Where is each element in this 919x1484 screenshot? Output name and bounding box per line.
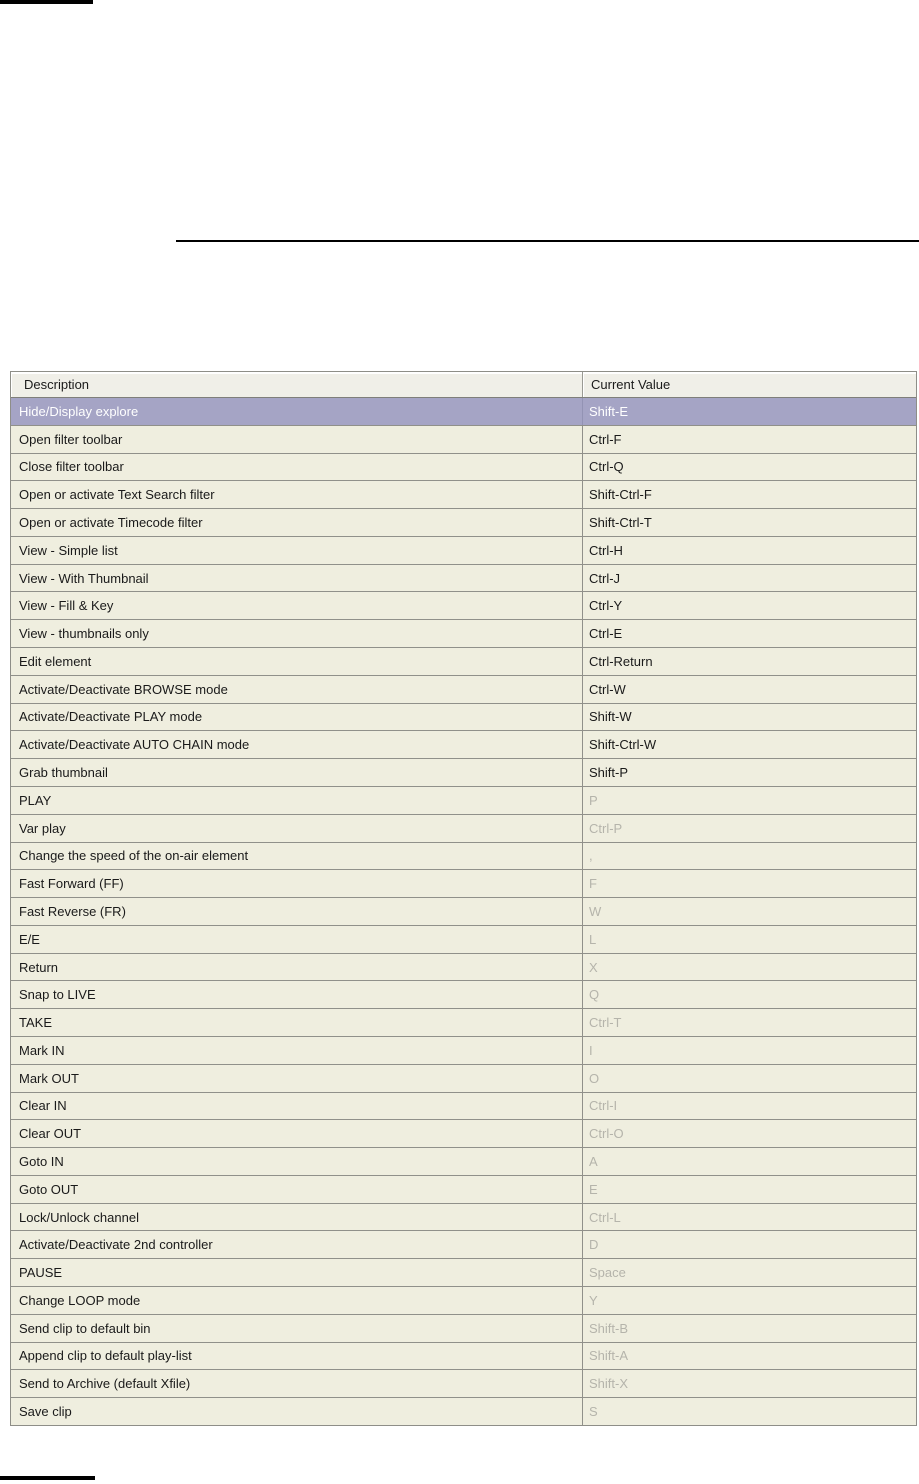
value-cell: O xyxy=(582,1065,916,1092)
value-cell: Ctrl-F xyxy=(582,426,916,453)
table-row[interactable] xyxy=(11,954,916,982)
value-cell: A xyxy=(582,1148,916,1175)
table-row[interactable] xyxy=(11,1009,916,1037)
description-cell: Fast Reverse (FR) xyxy=(19,903,126,919)
value-cell: Ctrl-Q xyxy=(582,454,916,481)
table-row[interactable] xyxy=(11,1093,916,1121)
value-cell: Shift-Ctrl-F xyxy=(582,481,916,508)
table-row[interactable] xyxy=(11,843,916,871)
description-cell: Goto IN xyxy=(19,1153,64,1169)
value-cell: D xyxy=(582,1231,916,1258)
value-cell: Shift-Ctrl-T xyxy=(582,509,916,536)
description-cell: Change the speed of the on-air element xyxy=(19,848,249,864)
description-cell: View - Simple list xyxy=(19,542,118,558)
value-cell: X xyxy=(582,954,916,981)
table-row[interactable] xyxy=(11,1176,916,1204)
table-header-row xyxy=(11,372,916,398)
description-cell: Grab thumbnail xyxy=(19,765,108,781)
description-cell: Goto OUT xyxy=(19,1181,79,1197)
table-row[interactable] xyxy=(11,1120,916,1148)
description-cell: View - Fill & Key xyxy=(19,598,114,614)
description-cell: Open filter toolbar xyxy=(19,431,123,447)
keyboard-shortcuts-table xyxy=(10,371,917,1426)
description-cell: Activate/Deactivate AUTO CHAIN mode xyxy=(19,737,250,753)
value-cell: L xyxy=(582,926,916,953)
table-row[interactable] xyxy=(11,926,916,954)
table-row[interactable] xyxy=(11,454,916,482)
value-cell: Ctrl-P xyxy=(582,815,916,842)
description-cell: PAUSE xyxy=(19,1265,63,1281)
table-row[interactable] xyxy=(11,1065,916,1093)
value-cell: Q xyxy=(582,981,916,1008)
value-cell: Ctrl-Y xyxy=(582,592,916,619)
table-row[interactable] xyxy=(11,426,916,454)
table-row[interactable] xyxy=(11,1398,916,1425)
description-cell: View - With Thumbnail xyxy=(19,570,149,586)
description-cell: Append clip to default play-list xyxy=(19,1348,192,1364)
table-row[interactable] xyxy=(11,1231,916,1259)
table-row[interactable] xyxy=(11,731,916,759)
table-row[interactable] xyxy=(11,1148,916,1176)
description-cell: Fast Forward (FF) xyxy=(19,876,124,892)
table-row[interactable] xyxy=(11,481,916,509)
value-cell: Shift-B xyxy=(582,1315,916,1342)
bottom-left-rule xyxy=(0,1476,95,1480)
table-row[interactable] xyxy=(11,1315,916,1343)
table-row[interactable] xyxy=(11,981,916,1009)
description-cell: View - thumbnails only xyxy=(19,626,149,642)
description-cell: Edit element xyxy=(19,653,92,669)
table-row[interactable] xyxy=(11,898,916,926)
value-cell: Space xyxy=(582,1259,916,1286)
value-cell: Shift-P xyxy=(582,759,916,786)
value-cell: Shift-W xyxy=(582,704,916,731)
description-cell: Var play xyxy=(19,820,66,836)
value-cell: Y xyxy=(582,1287,916,1314)
table-row[interactable] xyxy=(11,787,916,815)
description-cell: E/E xyxy=(19,931,40,947)
description-cell: Clear OUT xyxy=(19,1126,82,1142)
description-cell: Change LOOP mode xyxy=(19,1292,141,1308)
table-row[interactable] xyxy=(11,1370,916,1398)
value-cell: Shift-Ctrl-W xyxy=(582,731,916,758)
description-cell: Hide/Display explore xyxy=(19,403,139,419)
table-row[interactable] xyxy=(11,537,916,565)
value-cell: Ctrl-H xyxy=(582,537,916,564)
value-cell: Ctrl-O xyxy=(582,1120,916,1147)
value-cell: Ctrl-W xyxy=(582,676,916,703)
description-cell: Return xyxy=(19,959,59,975)
value-cell: F xyxy=(582,870,916,897)
top-left-rule xyxy=(0,0,93,4)
value-cell: Ctrl-E xyxy=(582,620,916,647)
value-cell: W xyxy=(582,898,916,925)
table-row[interactable] xyxy=(11,592,916,620)
description-cell: Clear IN xyxy=(19,1098,67,1114)
value-cell: Shift-X xyxy=(582,1370,916,1397)
value-cell: P xyxy=(582,787,916,814)
description-cell: Activate/Deactivate PLAY mode xyxy=(19,709,203,725)
table-row[interactable] xyxy=(11,648,916,676)
description-cell: Lock/Unlock channel xyxy=(19,1209,139,1225)
description-cell: Send to Archive (default Xfile) xyxy=(19,1376,191,1392)
value-cell: E xyxy=(582,1176,916,1203)
value-cell: Ctrl-I xyxy=(582,1093,916,1120)
table-row[interactable] xyxy=(11,704,916,732)
value-cell: S xyxy=(582,1398,916,1425)
table-row[interactable] xyxy=(11,1204,916,1232)
table-row[interactable] xyxy=(11,509,916,537)
value-cell: Ctrl-T xyxy=(582,1009,916,1036)
value-cell: I xyxy=(582,1037,916,1064)
column-header-current-value[interactable]: Current Value xyxy=(582,372,916,397)
column-header-description[interactable]: Description xyxy=(24,377,90,392)
description-cell: Mark OUT xyxy=(19,1070,79,1086)
table-row[interactable] xyxy=(11,1343,916,1371)
description-cell: Open or activate Text Search filter xyxy=(19,487,215,503)
table-row[interactable] xyxy=(11,398,916,426)
description-cell: Close filter toolbar xyxy=(19,459,124,475)
value-cell: , xyxy=(582,843,916,870)
value-cell: Ctrl-L xyxy=(582,1204,916,1231)
description-cell: Mark IN xyxy=(19,1042,65,1058)
value-cell: Ctrl-Return xyxy=(582,648,916,675)
description-cell: TAKE xyxy=(19,1015,52,1031)
description-cell: Activate/Deactivate 2nd controller xyxy=(19,1237,213,1253)
value-cell: Shift-E xyxy=(582,398,916,425)
table-row[interactable] xyxy=(11,759,916,787)
description-cell: Activate/Deactivate BROWSE mode xyxy=(19,681,228,697)
description-cell: Send clip to default bin xyxy=(19,1320,151,1336)
table-row[interactable] xyxy=(11,1259,916,1287)
description-cell: Save clip xyxy=(19,1404,72,1420)
table-row[interactable] xyxy=(11,620,916,648)
value-cell: Ctrl-J xyxy=(582,565,916,592)
section-divider-rule xyxy=(176,240,919,242)
table-row[interactable] xyxy=(11,1037,916,1065)
description-cell: Snap to LIVE xyxy=(19,987,96,1003)
table-body xyxy=(11,398,916,1425)
table-row[interactable] xyxy=(11,565,916,593)
table-row[interactable] xyxy=(11,676,916,704)
value-cell: Shift-A xyxy=(582,1343,916,1370)
description-cell: Open or activate Timecode filter xyxy=(19,515,203,531)
table-row[interactable] xyxy=(11,815,916,843)
description-cell: PLAY xyxy=(19,792,52,808)
table-row[interactable] xyxy=(11,1287,916,1315)
table-row[interactable] xyxy=(11,870,916,898)
